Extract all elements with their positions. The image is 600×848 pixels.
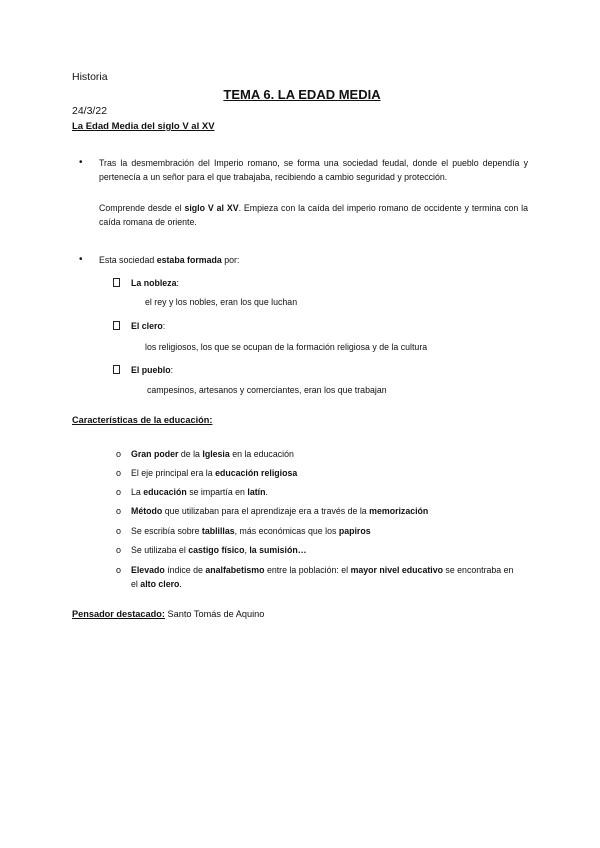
text-run: se impartía en: [186, 487, 248, 497]
thinker-label: Pensador destacado:: [72, 609, 165, 619]
bold-run: Elevado: [131, 565, 165, 575]
date-label: 24/3/22: [72, 105, 108, 117]
list-marker: o: [116, 545, 122, 555]
text-run: se encontraba en el: [131, 565, 514, 589]
text-run: ,: [244, 545, 250, 555]
bold-run: Método: [131, 506, 163, 516]
bold-run: papiros: [338, 526, 371, 536]
bold-run: mayor nivel educativo: [350, 565, 443, 575]
list-marker: o: [116, 449, 122, 459]
group-desc-pueblo: campesinos, artesanos y comerciantes, eran los que trabajan: [147, 385, 387, 395]
page-title-text: TEMA 6. LA EDAD MEDIA: [223, 87, 381, 102]
page-title: [0, 87, 600, 102]
list-item-text: [131, 524, 516, 538]
text-run: Se utilizaba el: [131, 545, 189, 555]
bullet-dot: •: [79, 157, 83, 168]
text-run: .: [265, 487, 268, 497]
text-run: El eje principal era la: [131, 468, 216, 478]
list-item-text: [131, 466, 516, 480]
subtitle: La Edad Media del siglo V al XV: [72, 121, 215, 132]
group-name: El pueblo: [131, 365, 171, 375]
group-colon: :: [176, 278, 179, 288]
bold-run: Iglesia: [202, 449, 230, 459]
bold-run: alto clero: [140, 579, 180, 589]
text-run: que utilizaban para el aprendizaje era a través de la: [162, 506, 370, 516]
text-run: en la educación: [229, 449, 294, 459]
society-lead: [99, 253, 528, 267]
group-name: La nobleza: [131, 278, 177, 288]
text-run: entre la población: el: [264, 565, 351, 575]
checkbox-icon: [113, 278, 120, 287]
thinker-line: [72, 609, 264, 619]
group-label-pueblo: [131, 365, 173, 375]
bold-run: castigo físico: [188, 545, 245, 555]
list-item-text: [131, 485, 516, 499]
bold-run: Gran poder: [131, 449, 179, 459]
text-run: índice de: [164, 565, 206, 575]
education-heading: Características de la educación:: [72, 415, 213, 425]
text-run: Se escribía sobre: [131, 526, 202, 536]
list-marker: o: [116, 565, 122, 575]
group-desc-nobleza: el rey y los nobles, eran los que luchan: [145, 297, 298, 307]
bold-run: latín: [247, 487, 266, 497]
list-marker: o: [116, 526, 122, 536]
society-lead-bold: estaba formada: [156, 255, 222, 265]
text-run: de la: [178, 449, 203, 459]
bold-run: memorización: [369, 506, 429, 516]
text-run: .: [179, 579, 182, 589]
thinker-name: Santo Tomás de Aquino: [164, 609, 265, 619]
society-lead-pre: Esta sociedad: [99, 255, 157, 265]
list-marker: o: [116, 487, 122, 497]
list-item-text: [131, 447, 516, 461]
group-colon: :: [170, 365, 174, 375]
bold-run: educación religiosa: [215, 468, 298, 478]
list-item-text: [131, 563, 516, 591]
intro-p2-post: . Empieza con la caída del imperio romano de occidente y termina con la caída romana de oriente.: [99, 203, 528, 227]
bold-run: tablillas: [201, 526, 235, 536]
intro-p2-bold: siglo V al XV: [184, 203, 239, 213]
intro-paragraph-1: Tras la desmembración del Imperio romano, se forma una sociedad feudal, donde el pueblo dependía y pertenecía a un señor para el que trabajaba, recibiendo a cambio seguridad y protección.: [99, 158, 528, 182]
list-marker: o: [116, 506, 122, 516]
bold-run: la sumisión…: [249, 545, 307, 555]
group-colon: :: [162, 321, 166, 331]
list-item-text: [131, 543, 516, 557]
bold-run: educación: [143, 487, 187, 497]
checkbox-icon: [113, 321, 120, 330]
text-run: , más económicas que los: [234, 526, 339, 536]
subject-label: Historia: [72, 71, 108, 83]
intro-paragraph-2: [99, 201, 528, 229]
list-marker: o: [116, 468, 122, 478]
text-run: La: [131, 487, 144, 497]
group-name: El clero: [131, 321, 163, 331]
checkbox-icon: [113, 365, 120, 374]
intro-p2-pre: Comprende desde el: [99, 203, 185, 213]
group-label-nobleza: [131, 278, 179, 288]
list-item-text: [131, 504, 516, 518]
group-label-clero: [131, 321, 165, 331]
society-lead-post: por:: [221, 255, 240, 265]
bold-run: analfabetismo: [205, 565, 265, 575]
group-desc-clero: los religiosos, los que se ocupan de la formación religiosa y de la cultura: [145, 342, 428, 352]
bullet-dot: •: [79, 254, 83, 265]
